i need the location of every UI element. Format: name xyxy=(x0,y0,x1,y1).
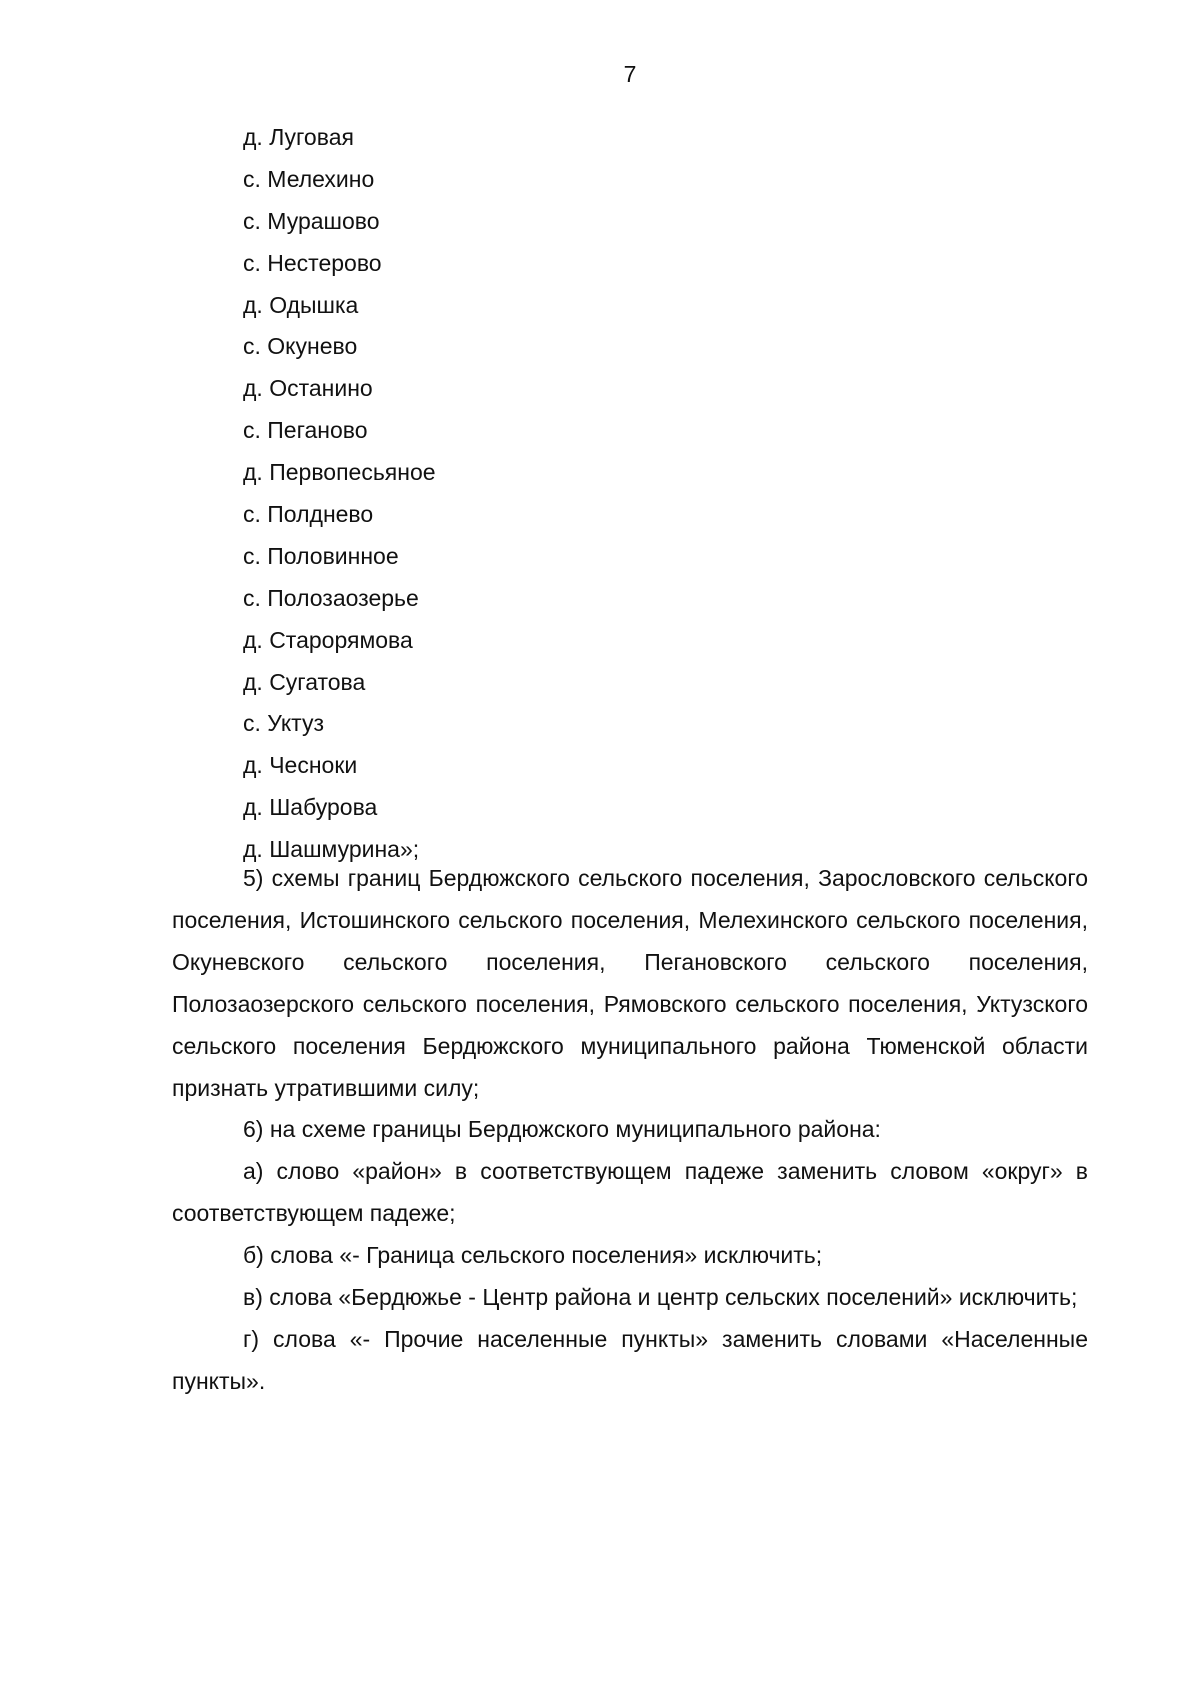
list-item: д. Останино xyxy=(243,375,373,402)
paragraph-6: 6) на схеме границы Бердюжского муниципального района: xyxy=(243,1116,881,1143)
paragraph-6g: г) слова «- Прочие населенные пункты» заменить словами «Населенные пункты». xyxy=(172,1325,1088,1394)
paragraph-6a: а) слово «район» в соответствующем падеже заменить словом «округ» в соответствующем падеже; xyxy=(172,1158,1088,1227)
settlements-list xyxy=(243,117,436,871)
list-item: с. Окунево xyxy=(243,333,358,360)
list-item: д. Шабурова xyxy=(243,794,378,821)
list-item: с. Половинное xyxy=(243,542,399,569)
list-item: с. Мурашово xyxy=(243,207,380,234)
list-item: д. Одышка xyxy=(243,291,359,318)
paragraph-6b: б) слова «- Граница сельского поселения» исключить; xyxy=(243,1242,823,1269)
paragraph-6v: в) слова «Бердюжье - Центр района и центр сельских поселений» исключить; xyxy=(243,1284,1078,1311)
list-item: с. Уктуз xyxy=(243,710,325,737)
list-item: д. Чесноки xyxy=(243,752,358,779)
list-item: д. Сугатова xyxy=(243,668,366,695)
list-item: с. Пеганово xyxy=(243,417,368,444)
list-item: с. Мелехино xyxy=(243,165,375,192)
paragraph-5: 5) схемы границ Бердюжского сельского поселения, Зарословского сельского поселения, Истошинского сельского поселения, Мелехинского сельского поселения, Окуневского сельского поселения, Пегановского сельского поселения, Полозаозерского сельского поселения, Рямовского сельского поселения, Уктузского сельского поселения Бердюжского муниципального района Тюменской области признать утратившими силу; xyxy=(172,865,1088,1101)
list-item: д. Луговая xyxy=(243,124,354,150)
list-item: с. Нестерово xyxy=(243,249,382,276)
list-item: с. Полозаозерье xyxy=(243,584,419,611)
list-item: д. Старорямова xyxy=(243,626,413,653)
page-number: 7 xyxy=(623,61,637,87)
list-item: д. Шашмурина»; xyxy=(243,836,420,863)
list-item: д. Первопесьяное xyxy=(243,459,436,486)
list-item: с. Полднево xyxy=(243,501,374,528)
document-body xyxy=(172,858,1088,1403)
